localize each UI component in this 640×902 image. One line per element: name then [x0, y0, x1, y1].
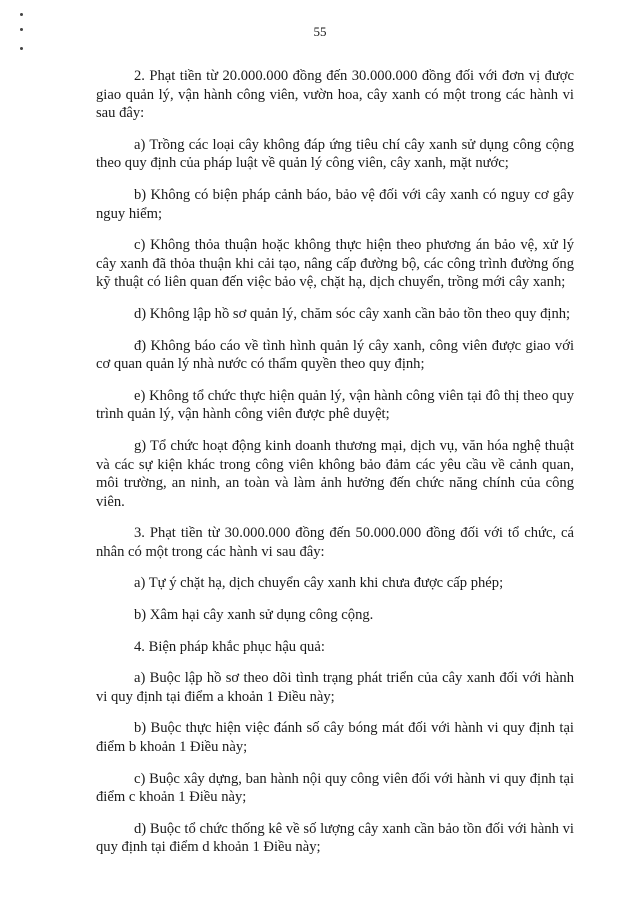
page-number: 55	[313, 24, 327, 39]
scan-speck	[20, 47, 23, 50]
paragraph: b) Buộc thực hiện việc đánh số cây bóng mát đối với hành vi quy định tại điểm b khoản 1 Điều này;	[96, 720, 574, 756]
paragraph: a) Buộc lập hồ sơ theo dõi tình trạng phát triển của cây xanh đối với hành vi quy định tại điểm a khoản 1 Điều này;	[96, 670, 574, 705]
paragraph: c) Buộc xây dựng, ban hành nội quy công viên đối với hành vi quy định tại điểm c khoản 1 Điều này;	[96, 770, 574, 806]
paragraph: b) Không có biện pháp cảnh báo, bảo vệ đối với cây xanh có nguy cơ gây nguy hiểm;	[96, 186, 574, 222]
paragraph: a) Trồng các loại cây không đáp ứng tiêu chí cây xanh sử dụng công cộng theo quy định của pháp luật về quản lý công viên, cây xanh, mặt nước;	[96, 136, 574, 172]
paragraph: b) Xâm hại cây xanh sử dụng công cộng.	[134, 607, 374, 624]
paragraph: a) Tự ý chặt hạ, dịch chuyển cây xanh khi chưa được cấp phép;	[134, 575, 504, 592]
paragraph: e) Không tổ chức thực hiện quản lý, vận hành công viên tại đô thị theo quy trình quản lý, vận hành công viên được phê duyệt;	[96, 387, 574, 423]
scan-speck	[20, 13, 23, 16]
paragraph: 4. Biện pháp khắc phục hậu quả:	[134, 638, 325, 655]
paragraph: 2. Phạt tiền từ 20.000.000 đồng đến 30.000.000 đồng đối với đơn vị được giao quản lý, vận hành công viên, vườn hoa, cây xanh có một trong các hành vi sau đây:	[96, 68, 574, 122]
paragraph: g) Tổ chức hoạt động kinh doanh thương mại, dịch vụ, văn hóa nghệ thuật và các sự kiện khác trong công viên không bảo đảm các yêu cầu về cảnh quan, môi trường, an ninh, an toàn và làm ảnh hưởng đến chức năng chính của công viên.	[96, 437, 574, 510]
paragraph: c) Không thỏa thuận hoặc không thực hiện theo phương án bảo vệ, xử lý cây xanh đã thỏa thuận khi cải tạo, nâng cấp đường bộ, các công trình đường ống kỹ thuật có liên quan đến việc bảo vệ, chặt hạ, dịch chuyển, trồng mới cây xanh;	[96, 237, 574, 291]
paragraph: đ) Không báo cáo về tình hình quản lý cây xanh, công viên được giao với cơ quan quản lý nhà nước có thẩm quyền theo quy định;	[96, 337, 574, 373]
paragraph: d) Buộc tổ chức thống kê về số lượng cây xanh cần bảo tồn đối với hành vi quy định tại điểm d khoản 1 Điều này;	[96, 820, 574, 856]
paragraph: 3. Phạt tiền từ 30.000.000 đồng đến 50.000.000 đồng đối với tổ chức, cá nhân có một trong các hành vi sau đây:	[96, 525, 574, 560]
paragraph: d) Không lập hồ sơ quản lý, chăm sóc cây xanh cần bảo tồn theo quy định;	[134, 305, 571, 322]
document-body	[96, 67, 574, 870]
